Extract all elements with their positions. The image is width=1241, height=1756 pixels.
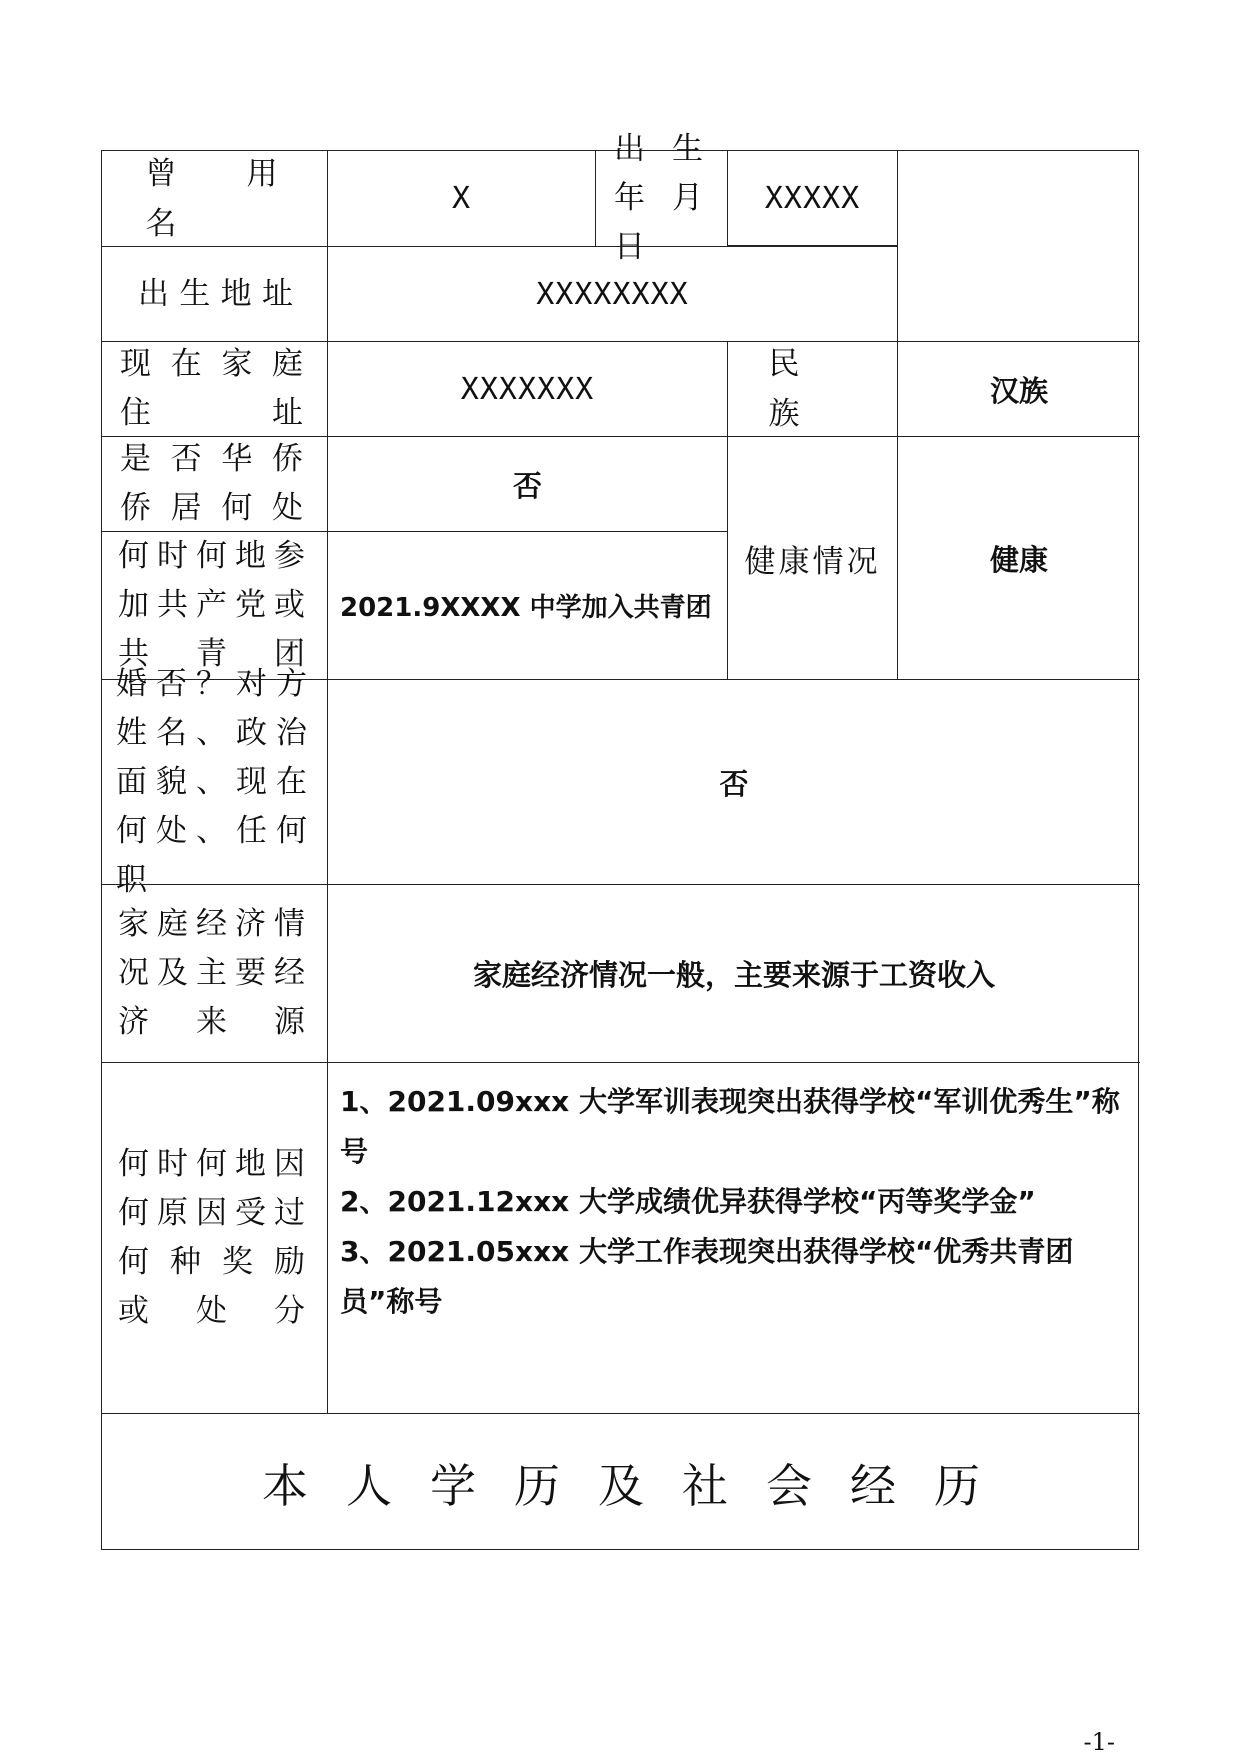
marriage-label-line4: 何处、任何职 <box>116 812 313 898</box>
health-label: 健康情况 <box>744 543 881 580</box>
marriage-label-line3: 面貌、现在 <box>116 763 313 800</box>
health-label-cell <box>727 436 897 679</box>
economy-label-line1: 家庭经济情 <box>118 906 311 942</box>
party-label-line2: 加共产党或 <box>118 587 311 623</box>
home-address-label-cell <box>102 341 327 436</box>
award-item-2: 2、2021.12xxx 大学成绩优异获得学校“丙等奖学金” <box>340 1185 1036 1218</box>
award-item-1: 1、2021.09xxx 大学军训表现突出获得学校“军训优秀生”称号 <box>340 1085 1120 1168</box>
home-address-label-line1: 现在家庭 <box>120 346 309 382</box>
overseas-label-line1: 是否华侨 <box>120 441 309 477</box>
marriage-label-cell <box>102 665 327 898</box>
home-address-value: XXXXXXX <box>327 341 727 436</box>
awards-label-line4: 或 处 分 <box>118 1293 311 1329</box>
overseas-label-line2: 侨居何处 <box>120 490 309 526</box>
award-item-3: 3、2021.05xxx 大学工作表现突出获得学校“优秀共青团员”称号 <box>340 1235 1074 1318</box>
section-title: 本人学历及社会经历 <box>102 1413 1140 1551</box>
marriage-label-line2: 姓名、政治 <box>116 714 313 751</box>
economy-label-line2: 况及主要经 <box>118 955 311 991</box>
photo-cell <box>897 151 1140 341</box>
ethnicity-label: 民 族 <box>768 346 818 432</box>
economy-label-line3: 济 来 源 <box>118 1004 311 1040</box>
awards-list <box>327 1062 1140 1413</box>
birth-date-label-cell <box>595 131 727 265</box>
marriage-label-line1: 婚否？对方 <box>116 665 313 702</box>
overseas-value: 否 <box>327 436 727 531</box>
awards-label-line2: 何原因受过 <box>118 1195 311 1231</box>
birth-date-label-line2: 年月日 <box>614 180 709 265</box>
birth-address-value: XXXXXXXX <box>327 246 897 341</box>
health-value: 健康 <box>897 436 1140 679</box>
birth-date-label-line1: 出 生 <box>614 131 709 167</box>
former-name-label: 曾 用 名 <box>145 155 296 242</box>
birth-date-value: XXXXX <box>727 151 897 246</box>
ethnicity-label-cell <box>727 341 897 436</box>
home-address-label-line2: 住 址 <box>120 395 309 431</box>
party-label-line3: 共 青 团 <box>118 636 311 672</box>
birth-address-label-cell <box>102 246 327 341</box>
overseas-label-cell <box>102 436 327 531</box>
personal-info-table <box>101 131 1139 1550</box>
awards-label-cell <box>102 1062 327 1413</box>
page-number: -1- <box>1083 1728 1115 1756</box>
former-name-value: X <box>327 151 595 246</box>
party-label-cell <box>102 531 327 679</box>
economy-value: 家庭经济情况一般，主要来源于工资收入 <box>327 884 1140 1062</box>
marriage-value: 否 <box>327 679 1140 884</box>
party-label-line1: 何时何地参 <box>118 538 311 574</box>
awards-label-line3: 何种奖励 <box>118 1244 311 1280</box>
birth-address-label: 出生地址 <box>138 276 303 312</box>
economy-label-cell <box>102 884 327 1062</box>
former-name-label-cell <box>102 151 327 246</box>
ethnicity-value: 汉族 <box>897 341 1140 436</box>
awards-label-line1: 何时何地因 <box>118 1146 311 1182</box>
party-value: 2021.9XXXX 中学加入共青团 <box>327 531 727 679</box>
